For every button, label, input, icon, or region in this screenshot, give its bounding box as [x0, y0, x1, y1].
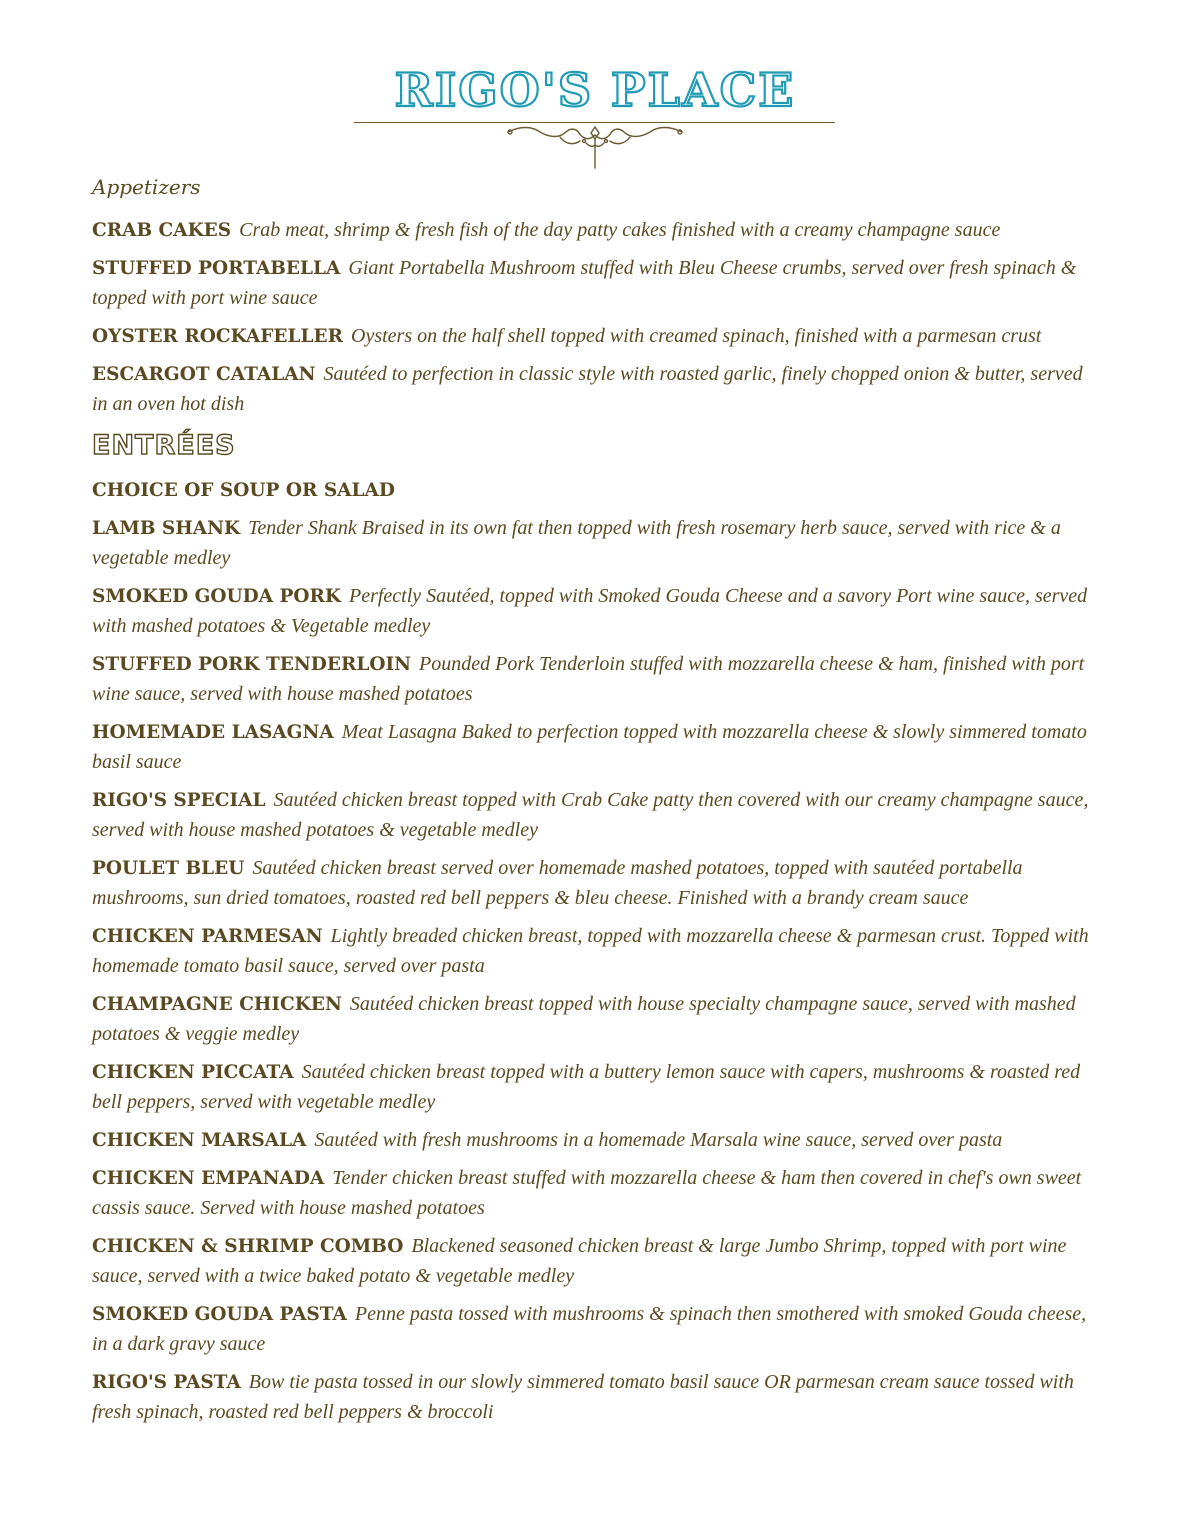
item-name: STUFFED PORK TENDERLOIN [92, 654, 412, 675]
item-name: CHICKEN PARMESAN [92, 926, 323, 947]
item-description: Sautéed chicken breast topped with house specialty champagne sauce, served with mashed potatoes & veggie medley [92, 993, 1076, 1045]
soup-salad-note [92, 476, 1092, 506]
menu-item [92, 650, 1092, 710]
item-name: CHAMPAGNE CHICKEN [92, 994, 342, 1015]
item-name: CHICKEN PICCATA [92, 1062, 294, 1083]
item-description: Pounded Pork Tenderloin stuffed with mozzarella cheese & ham, finished with port wine sauce, served with house mashed potatoes [92, 653, 1085, 705]
item-description: Giant Portabella Mushroom stuffed with Bleu Cheese crumbs, served over fresh spinach & topped with port wine sauce [92, 257, 1077, 309]
menu-item [92, 1232, 1092, 1292]
menu-item [92, 216, 1092, 246]
item-name: CRAB CAKES [92, 220, 232, 241]
menu-item [92, 514, 1092, 574]
item-description: Perfectly Sautéed, topped with Smoked Gouda Cheese and a savory Port wine sauce, served with mashed potatoes & Vegetable medley [92, 585, 1088, 637]
menu-header [0, 60, 1190, 120]
item-name: ESCARGOT CATALAN [92, 364, 316, 385]
menu-item [92, 1058, 1092, 1118]
item-name: OYSTER ROCKAFELLER [92, 326, 343, 347]
entrees-heading: ENTRÉES [92, 430, 236, 461]
menu-content [92, 172, 1092, 1436]
appetizers-heading: Appetizers [92, 175, 201, 199]
item-name: STUFFED PORTABELLA [92, 258, 341, 279]
item-name: CHOICE OF SOUP OR SALAD [92, 480, 395, 501]
item-description: Sautéed with fresh mushrooms in a homemade Marsala wine sauce, served over pasta [314, 1129, 1003, 1151]
appetizers-list [92, 216, 1092, 420]
menu-item [92, 786, 1092, 846]
item-name: CHICKEN EMPANADA [92, 1168, 325, 1189]
item-description: Oysters on the half shell topped with creamed spinach, finished with a parmesan crust [351, 325, 1042, 347]
item-name: SMOKED GOUDA PORK [92, 586, 341, 607]
item-description: Sautéed to perfection in classic style with roasted garlic, finely chopped onion & butter, served in an oven hot dish [92, 363, 1083, 415]
item-name: RIGO'S SPECIAL [92, 790, 266, 811]
menu-item [92, 254, 1092, 314]
menu-item [92, 718, 1092, 778]
item-description: Tender chicken breast stuffed with mozzarella cheese & ham then covered in chef's own sweet cassis sauce. Served with house mashed potatoes [92, 1167, 1082, 1219]
menu-item [92, 322, 1092, 352]
menu-item [92, 582, 1092, 642]
item-description: Lightly breaded chicken breast, topped with mozzarella cheese & parmesan crust. Topped with homemade tomato basil sauce, served over pasta [92, 925, 1089, 977]
flourish-divider-icon [500, 123, 690, 173]
menu-item [92, 1300, 1092, 1360]
item-description: Bow tie pasta tossed in our slowly simmered tomato basil sauce OR parmesan cream sauce tossed with fresh spinach, roasted red bell peppers & broccoli [92, 1371, 1074, 1423]
item-description: Sautéed chicken breast topped with Crab Cake patty then covered with our creamy champagne sauce, served with house mashed potatoes & vegetable medley [92, 789, 1089, 841]
item-name: RIGO'S PASTA [92, 1372, 241, 1393]
item-description: Tender Shank Braised in its own fat then topped with fresh rosemary herb sauce, served with rice & a vegetable medley [92, 517, 1061, 569]
item-name: CHICKEN MARSALA [92, 1130, 307, 1151]
menu-item [92, 854, 1092, 914]
menu-item [92, 990, 1092, 1050]
item-name: LAMB SHANK [92, 518, 241, 539]
item-description: Crab meat, shrimp & fresh fish of the day patty cakes finished with a creamy champagne sauce [239, 219, 1001, 241]
item-name: CHICKEN & SHRIMP COMBO [92, 1236, 404, 1257]
menu-item [92, 1368, 1092, 1428]
item-name: HOMEMADE LASAGNA [92, 722, 334, 743]
item-description: Blackened seasoned chicken breast & large Jumbo Shrimp, topped with port wine sauce, served with a twice baked potato & vegetable medley [92, 1235, 1067, 1287]
entrees-list [92, 476, 1092, 1428]
item-description: Meat Lasagna Baked to perfection topped with mozzarella cheese & slowly simmered tomato basil sauce [92, 721, 1087, 773]
restaurant-title: RIGO'S PLACE [394, 63, 796, 117]
menu-item [92, 360, 1092, 420]
item-description: Sautéed chicken breast topped with a buttery lemon sauce with capers, mushrooms & roasted red bell peppers, served with vegetable medley [92, 1061, 1081, 1113]
item-description: Penne pasta tossed with mushrooms & spinach then smothered with smoked Gouda cheese, in a dark gravy sauce [92, 1303, 1087, 1355]
item-name: POULET BLEU [92, 858, 245, 879]
menu-item [92, 922, 1092, 982]
item-name: SMOKED GOUDA PASTA [92, 1304, 347, 1325]
item-description: Sautéed chicken breast served over homemade mashed potatoes, topped with sautéed portabella mushrooms, sun dried tomatoes, roasted red bell peppers & bleu cheese. Finished with a brandy cream sauce [92, 857, 1023, 909]
menu-item [92, 1126, 1092, 1156]
menu-item [92, 1164, 1092, 1224]
